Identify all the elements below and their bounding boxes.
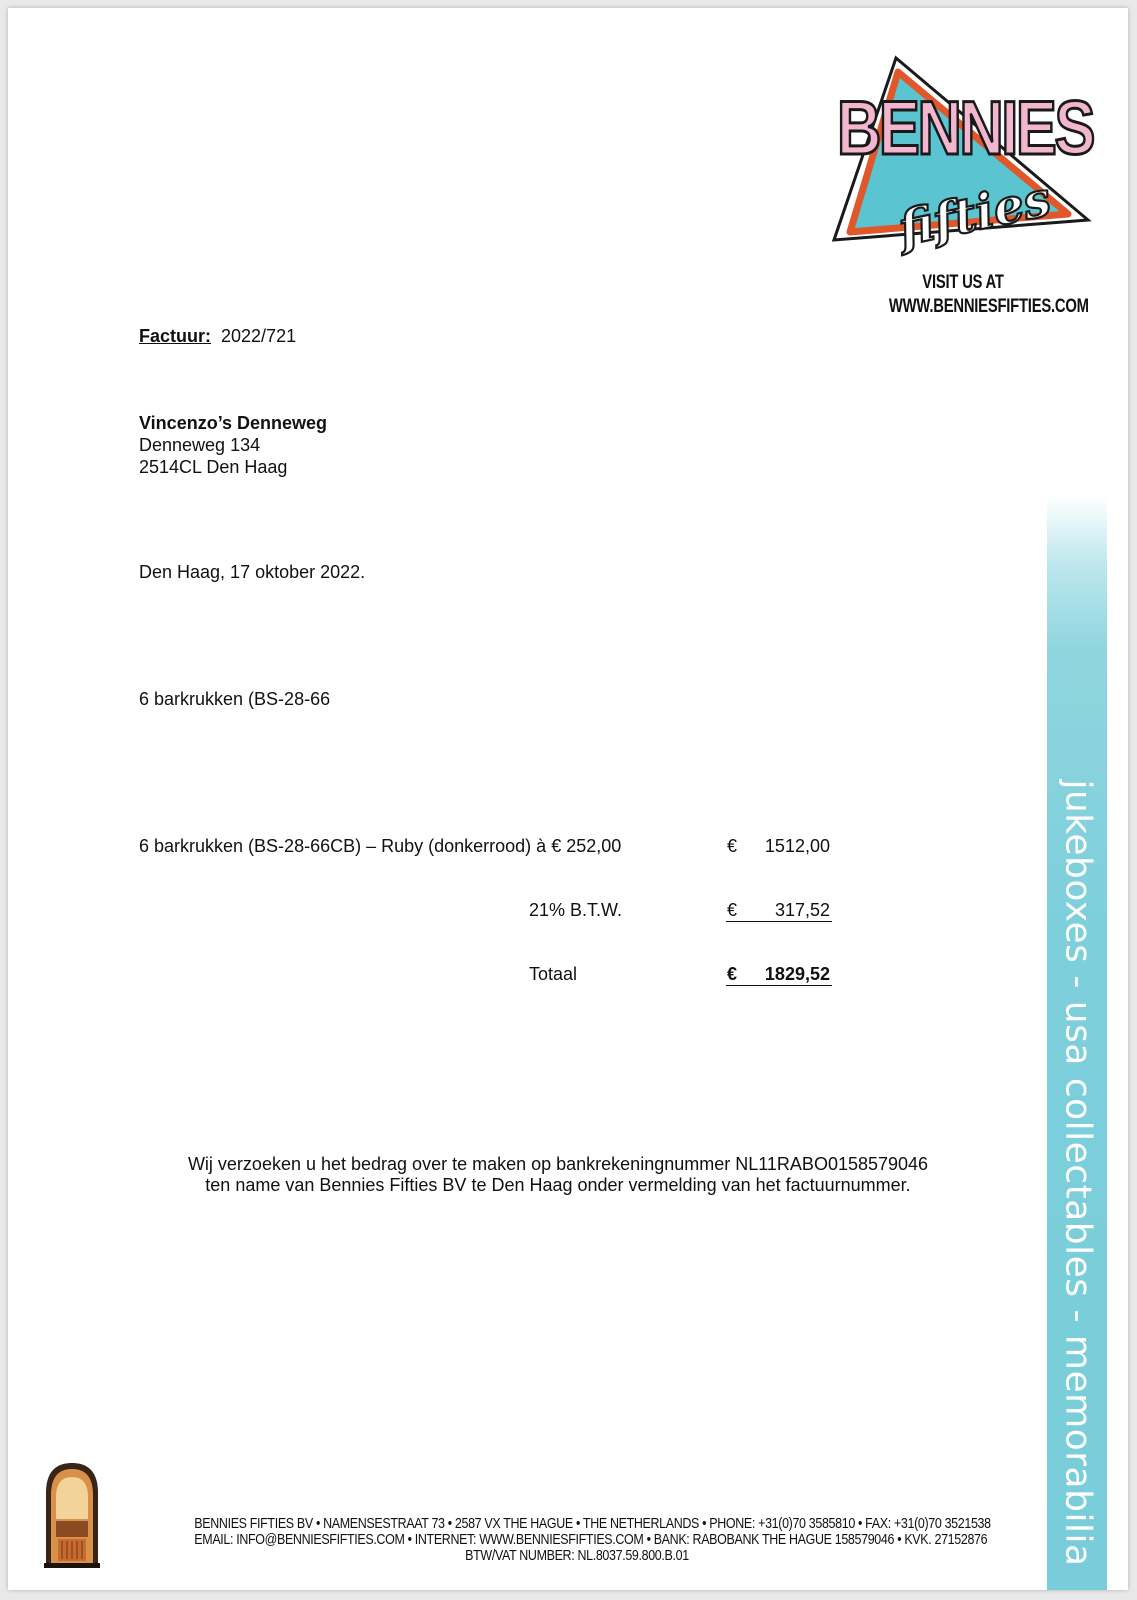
currency-symbol: € <box>727 964 738 984</box>
side-banner <box>1054 779 1102 1567</box>
website-callout <box>888 271 1089 319</box>
company-footer <box>132 1516 1022 1564</box>
recipient-city: 2514CL Den Haag <box>139 457 288 477</box>
total-underline <box>726 985 832 986</box>
footer-line-1: BENNIES FIFTIES BV • NAMENSESTRAAT 73 • 2587 VX THE HAGUE • THE NETHERLANDS • PHONE: +31(0)70 3585810 • FAX: +31(0)70 3521538 <box>194 1516 991 1532</box>
invoice-date: Den Haag, 17 oktober 2022. <box>139 562 366 582</box>
website-url-text: WWW.BENNIESFIFTIES.COM <box>888 296 1089 317</box>
recipient-address <box>139 412 327 478</box>
side-banner-text: jukeboxes - usa collectables - memorabilia <box>1057 779 1099 1567</box>
invoice-number: 2022/721 <box>221 326 297 346</box>
vat-underline <box>726 921 832 922</box>
invoice-number-line <box>139 325 296 347</box>
svg-text:BENNIES: BENNIES <box>837 86 1094 171</box>
amount-value: 1829,52 <box>764 964 830 984</box>
recipient-street: Denneweg 134 <box>139 435 261 455</box>
currency-symbol: € <box>727 836 738 856</box>
bennies-fifties-logo <box>826 50 1104 260</box>
line-item-description: 6 barkrukken (BS-28-66CB) – Ruby (donkerrood) à € 252,00 <box>139 836 622 856</box>
payment-line-2: ten name van Bennies Fifties BV te Den Haag onder vermelding van het factuurnummer. <box>205 1175 911 1195</box>
jukebox-icon <box>40 1459 104 1569</box>
recipient-name: Vincenzo’s Denneweg <box>139 413 328 433</box>
invoice-page <box>8 8 1128 1590</box>
payment-instructions <box>128 1154 988 1196</box>
total-label: Totaal <box>529 964 578 984</box>
visit-us-text: VISIT US AT <box>922 272 1004 293</box>
amount-value: 1512,00 <box>764 836 830 856</box>
currency-symbol: € <box>727 900 738 920</box>
footer-line-2: EMAIL: INFO@BENNIESFIFTIES.COM • INTERNET: WWW.BENNIESFIFTIES.COM • BANK: RABOBANK THE HAGUE 158579046 • KVK. 27152876 <box>194 1532 988 1548</box>
invoice-label: Factuur: <box>139 326 211 346</box>
vat-label: 21% B.T.W. <box>529 900 623 920</box>
amount-value: 317,52 <box>774 900 830 920</box>
footer-line-3: BTW/VAT NUMBER: NL.8037.59.800.B.01 <box>465 1548 689 1564</box>
item-heading: 6 barkrukken (BS-28-66 <box>139 689 331 709</box>
svg-text:fifties: fifties <box>893 170 1056 258</box>
payment-line-1: Wij verzoeken u het bedrag over te maken op bankrekeningnummer NL11RABO0158579046 <box>187 1154 929 1174</box>
